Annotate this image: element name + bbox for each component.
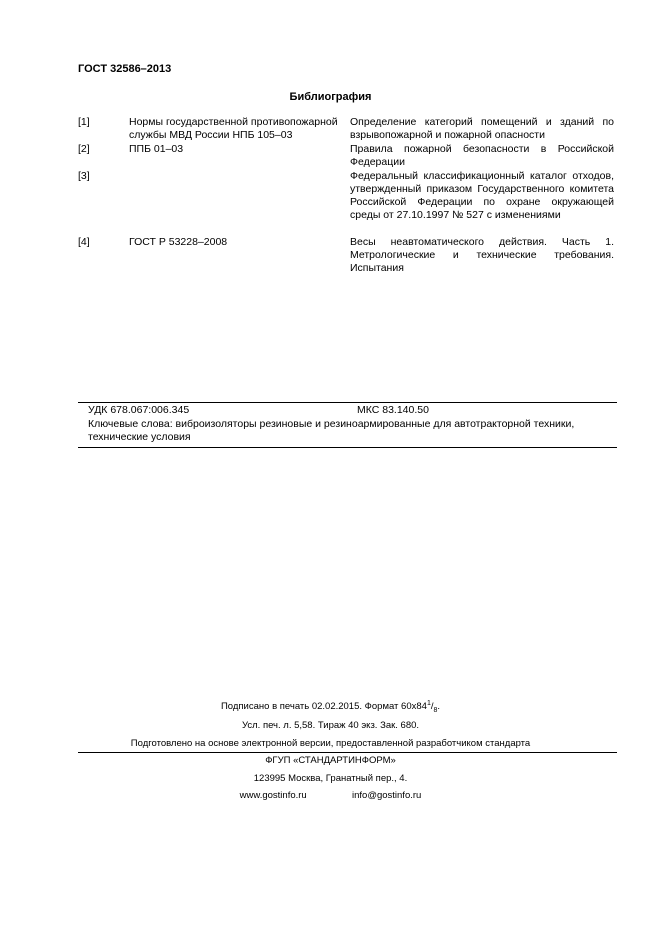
- bibliography-number: [4]: [78, 236, 90, 248]
- divider-top: [78, 402, 617, 403]
- signed-line: [0, 698, 661, 717]
- publisher-name: ФГУП «СТАНДАРТИНФОРМ»: [265, 755, 396, 766]
- bibliography-number: [1]: [78, 116, 90, 128]
- mks-code: МКС 83.140.50: [357, 404, 429, 416]
- website-link[interactable]: www.gostinfo.ru: [239, 790, 307, 801]
- bibliography-title: Правила пожарной безопасности в Российской Федерации: [350, 143, 614, 168]
- document-id: ГОСТ 32586–2013: [78, 63, 172, 75]
- divider-bottom: [78, 447, 617, 448]
- bibliography-title: Федеральный классификационный каталог отходов, утвержденный приказом Государственного комитета Российской Федерации по охране окружающей среды от 27.10.1997 № 527 с изменениями: [350, 170, 614, 221]
- bibliography-number: [2]: [78, 143, 90, 155]
- signed-suffix: .: [437, 701, 441, 713]
- format-numerator: 1: [426, 700, 431, 707]
- bibliography-source: ГОСТ Р 53228–2008: [129, 236, 228, 248]
- bibliography-number: [3]: [78, 170, 90, 182]
- section-title: Библиография: [289, 91, 372, 103]
- print-details: Усл. печ. л. 5,58. Тираж 40 экз. Зак. 680.: [241, 720, 420, 731]
- format-denominator: 8: [433, 707, 438, 715]
- bibliography-title: Весы неавтоматического действия. Часть 1. Метрологические и технические требования. Испытания: [350, 236, 614, 274]
- bibliography-title: Определение категорий помещений и зданий по взрывопожарной и пожарной опасности: [350, 116, 614, 141]
- imprint-divider: [78, 752, 617, 753]
- keywords: Ключевые слова: виброизоляторы резиновые и резиноармированные для автотракторной техники, технические условия: [88, 418, 575, 443]
- email-link[interactable]: info@gostinfo.ru: [352, 790, 422, 801]
- udk-code: УДК 678.067:006.345: [88, 404, 190, 416]
- prepared-note: Подготовлено на основе электронной версии, предоставленной разработчиком стандарта: [130, 738, 531, 749]
- publisher-address: 123995 Москва, Гранатный пер., 4.: [253, 773, 408, 784]
- format-separator: /: [430, 701, 434, 713]
- contact-line: [0, 790, 661, 802]
- bibliography-source: Нормы государственной противопожарной службы МВД России НПБ 105–03: [129, 116, 338, 141]
- signed-text: Подписано в печать 02.02.2015. Формат 60x84: [220, 701, 427, 713]
- bibliography-source: ППБ 01–03: [129, 143, 184, 155]
